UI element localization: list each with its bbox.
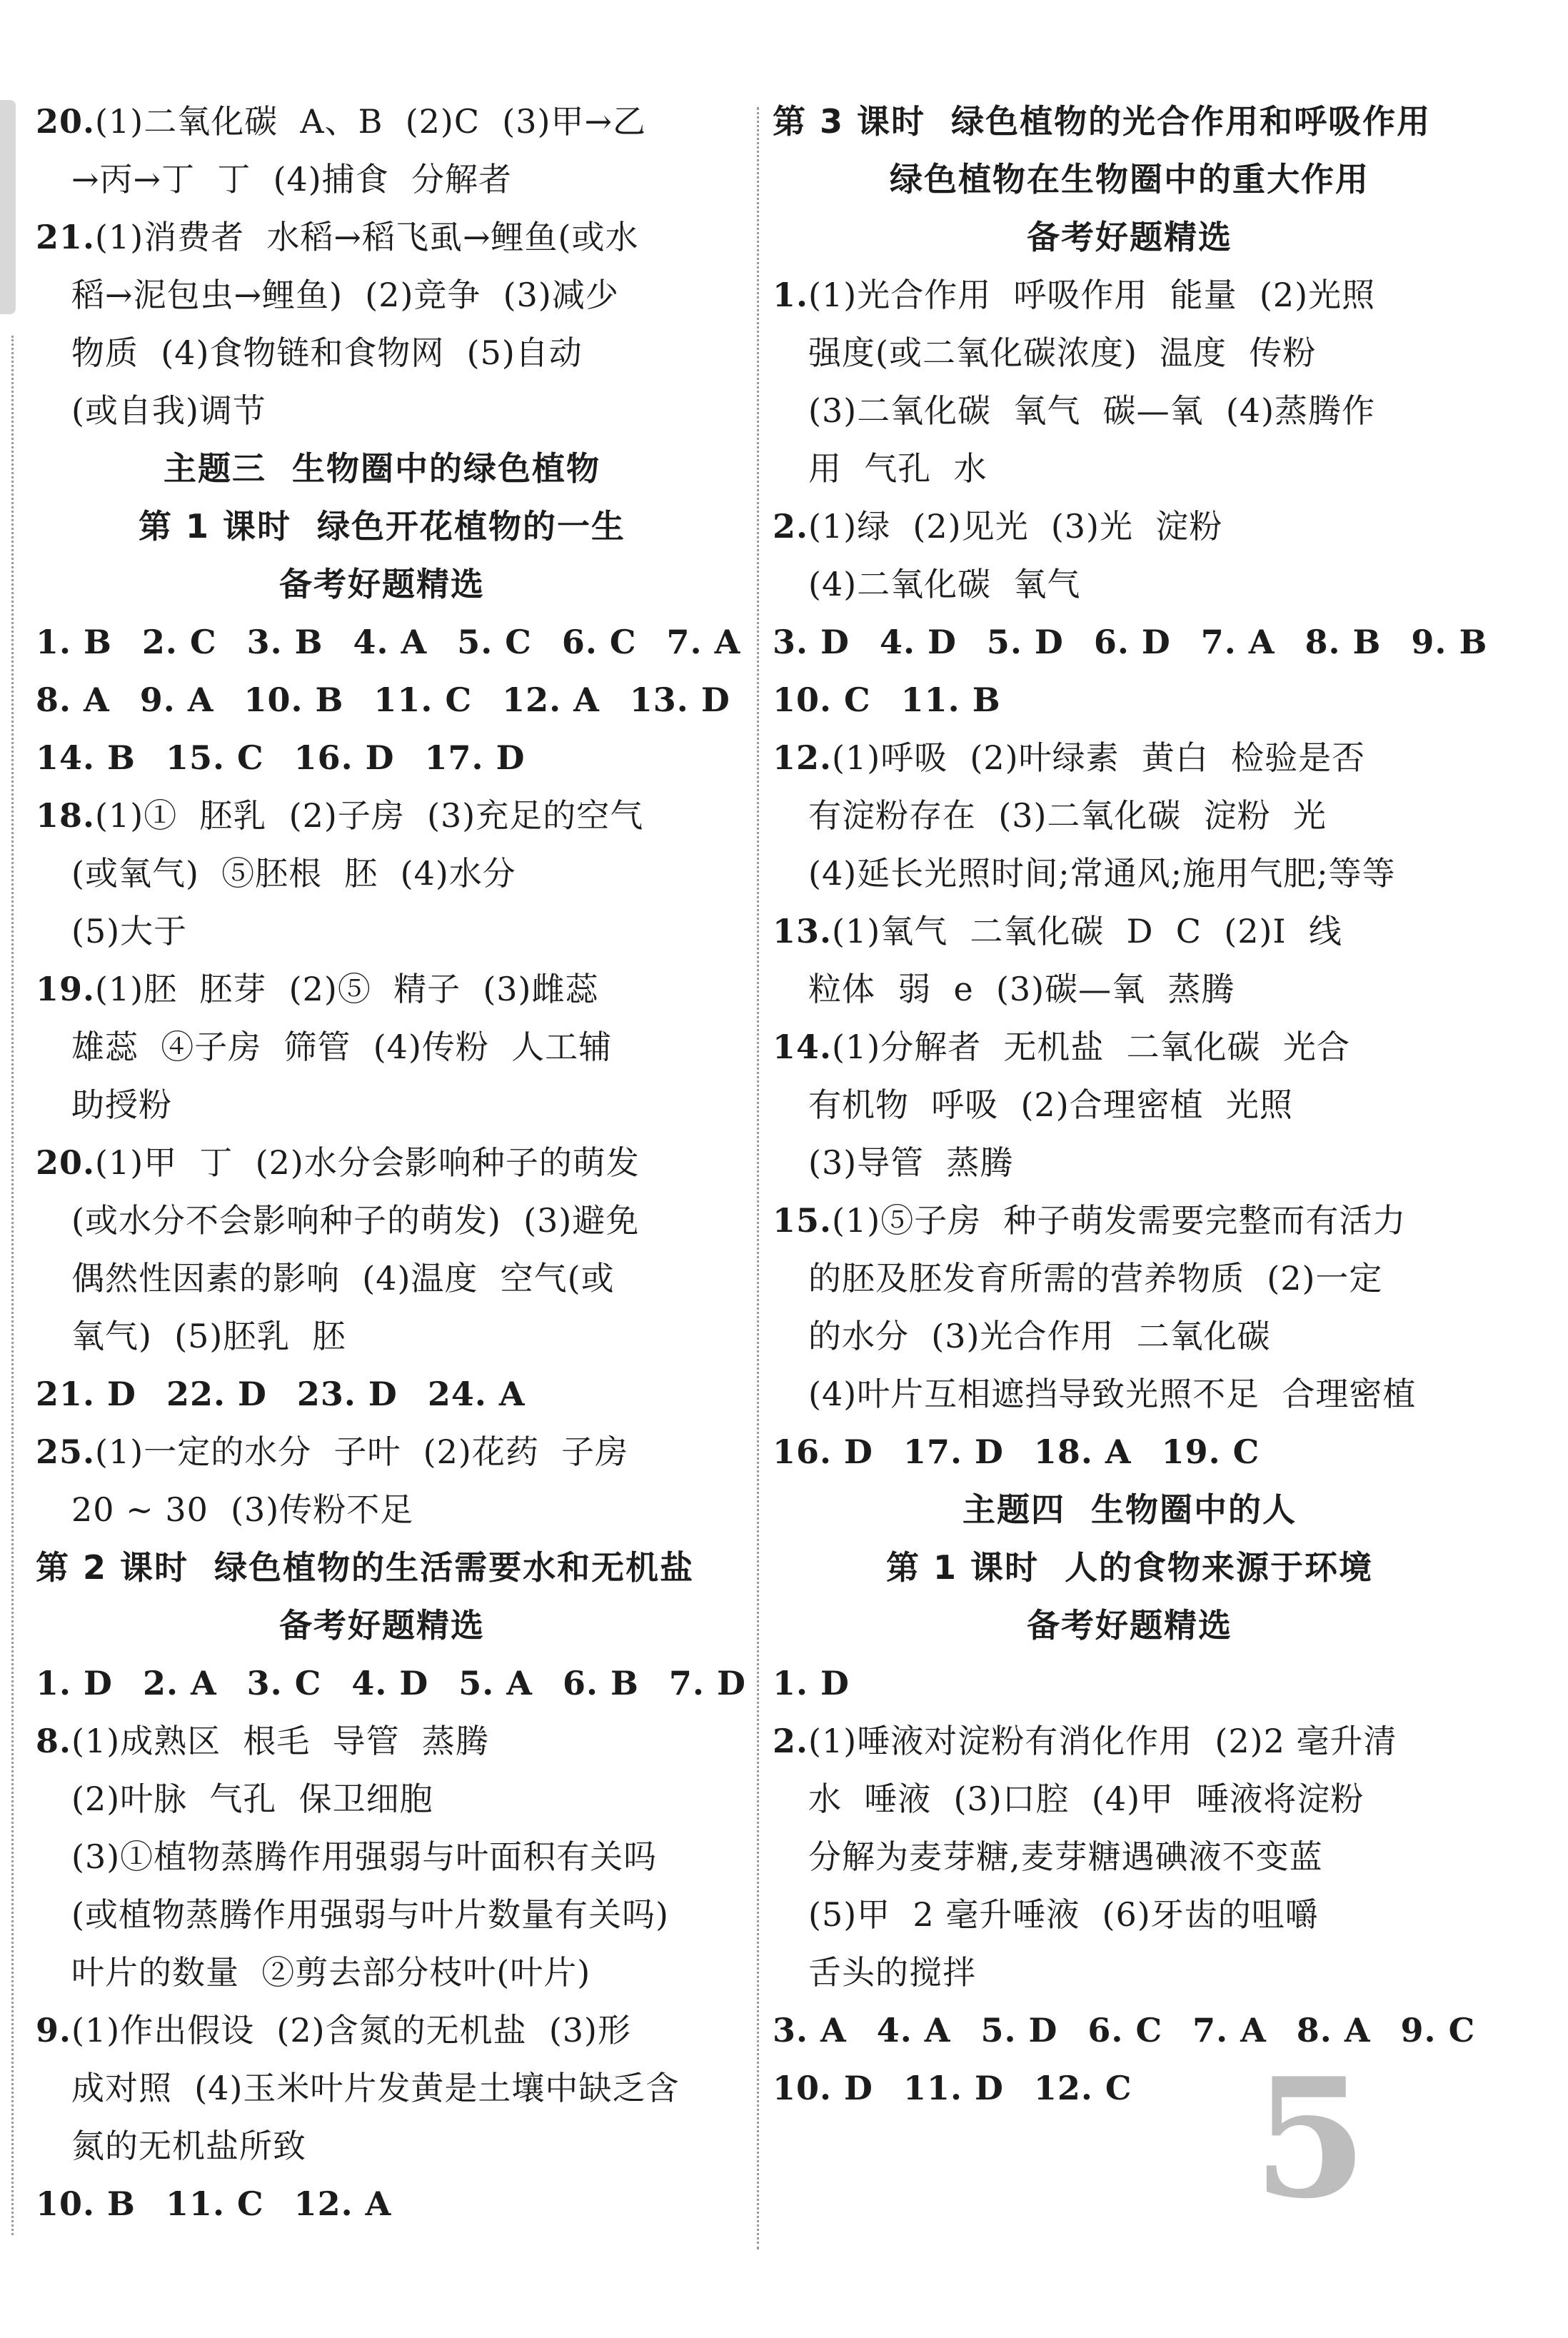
answer-item: 8. A [36, 681, 110, 719]
answer-row [36, 1655, 746, 1712]
section-heading: 主题三 生物圈中的绿色植物 [163, 449, 601, 488]
question-line [773, 1712, 1487, 1770]
answer-continuation: 有机物 呼吸 (2)合理密植 光照 [808, 1085, 1293, 1124]
answer-item: 7. A [1200, 623, 1275, 661]
question-number: 15. [773, 1201, 833, 1240]
answer-text: (1)甲 丁 (2)水分会影响种子的萌发 [95, 1143, 640, 1182]
answer-continuation: →丙→丁 丁 (4)捕食 分解者 [71, 160, 512, 199]
question-number: 20. [36, 102, 96, 141]
section-heading: 绿色植物在生物圈中的重大作用 [890, 160, 1370, 199]
answer-item: 5. D [980, 2011, 1058, 2049]
answer-continuation: 偶然性因素的影响 (4)温度 空气(或 [71, 1259, 615, 1298]
section-heading: 第 3 课时 绿色植物的光合作用和呼吸作用 [773, 102, 1432, 141]
question-line [36, 93, 728, 151]
answer-row [773, 2059, 1487, 2117]
answer-row [773, 671, 1487, 729]
section-heading: 备考好题精选 [279, 1606, 485, 1645]
question-line [36, 960, 728, 1018]
answer-continuation: (4)延长光照时间;常通风;施用气肥;等等 [808, 854, 1396, 893]
answer-continuation: 用 气孔 水 [808, 449, 987, 488]
answer-item: 12. A [502, 681, 600, 719]
answer-item: 13. D [629, 681, 730, 719]
question-number: 9. [36, 2011, 72, 2049]
answer-continuation: (3)导管 蒸腾 [808, 1143, 1014, 1182]
answer-item: 5. A [458, 1664, 533, 1702]
page-number: 5 [1253, 2042, 1368, 2235]
answer-item: 3. C [246, 1664, 322, 1702]
answer-row [36, 1365, 728, 1423]
answer-continuation: (或自我)调节 [71, 391, 266, 430]
question-number: 8. [36, 1722, 72, 1760]
question-line [773, 498, 1487, 556]
question-number: 1. [773, 276, 809, 314]
question-line [773, 729, 1487, 787]
question-number: 20. [36, 1143, 96, 1182]
answer-continuation: 助授粉 [71, 1085, 172, 1124]
section-heading: 第 1 课时 人的食物来源于环境 [885, 1548, 1374, 1587]
answer-continuation: 水 唾液 (3)口腔 (4)甲 唾液将淀粉 [808, 1780, 1365, 1818]
answer-continuation: 的胚及胚发育所需的营养物质 (2)一定 [808, 1259, 1383, 1298]
answer-item: 9. C [1400, 2011, 1476, 2049]
question-number: 19. [36, 970, 96, 1008]
answer-continuation: 氮的无机盐所致 [71, 2127, 306, 2165]
answer-item: 3. D [773, 623, 850, 661]
answer-item: 7. D [668, 1664, 746, 1702]
answer-text: (1)⑤子房 种子萌发需要完整而有活力 [832, 1201, 1407, 1240]
answer-item: 22. D [166, 1375, 267, 1413]
section-heading: 第 1 课时 绿色开花植物的一生 [138, 507, 626, 546]
answer-continuation: 成对照 (4)玉米叶片发黄是土壤中缺乏含 [71, 2069, 680, 2107]
answer-item: 24. A [427, 1375, 526, 1413]
question-line [36, 2002, 728, 2059]
question-line [773, 903, 1487, 960]
answer-item: 8. A [1296, 2011, 1371, 2049]
answer-item: 12. A [293, 2184, 392, 2223]
answer-text: (1)光合作用 呼吸作用 能量 (2)光照 [808, 276, 1376, 314]
answer-item: 11. C [373, 681, 473, 719]
answer-row [36, 2175, 728, 2233]
answer-continuation: (或水分不会影响种子的萌发) (3)避免 [71, 1201, 640, 1240]
answer-text: (1)绿 (2)见光 (3)光 淀粉 [808, 507, 1223, 546]
question-number: 2. [773, 507, 809, 546]
answer-item: 1. D [36, 1664, 113, 1702]
answer-item: 14. B [36, 738, 136, 777]
answer-row [36, 671, 728, 729]
answer-item: 17. D [903, 1433, 1004, 1471]
section-heading: 备考好题精选 [1027, 1606, 1232, 1645]
answer-continuation: (或氧气) ⑤胚根 胚 (4)水分 [71, 854, 516, 893]
answer-continuation: 稻→泥包虫→鲤鱼) (2)竞争 (3)减少 [71, 276, 619, 314]
answer-text: (1)一定的水分 子叶 (2)花药 子房 [95, 1433, 629, 1471]
question-line [36, 787, 728, 845]
answer-item: 10. C [773, 681, 871, 719]
left-margin-divider [11, 336, 14, 2235]
answer-item: 12. C [1033, 2069, 1132, 2107]
question-line [773, 1192, 1487, 1250]
answer-continuation: (4)叶片互相遮挡导致光照不足 合理密植 [808, 1375, 1417, 1413]
question-number: 25. [36, 1433, 96, 1471]
question-line [773, 266, 1487, 324]
answer-continuation: (或植物蒸腾作用强弱与叶片数量有关吗) [71, 1895, 669, 1934]
answer-item: 6. B [563, 1664, 639, 1702]
answer-text: (1)① 胚乳 (2)子房 (3)充足的空气 [95, 796, 644, 835]
answer-continuation: 有淀粉存在 (3)二氧化碳 淀粉 光 [808, 796, 1327, 835]
answer-row [36, 729, 728, 787]
answer-continuation: 分解为麦芽糖,麦芽糖遇碘液不变蓝 [808, 1837, 1323, 1876]
answer-item: 7. A [666, 623, 741, 661]
answer-text: (1)分解者 无机盐 二氧化碳 光合 [832, 1028, 1350, 1066]
answer-item: 1. D [773, 1664, 850, 1702]
answer-item: 11. D [903, 2069, 1004, 2107]
answer-continuation: (4)二氧化碳 氧气 [808, 565, 1081, 603]
answer-item: 3. A [773, 2011, 847, 2049]
answer-item: 3. B [246, 623, 323, 661]
answer-item: 23. D [296, 1375, 398, 1413]
answer-item: 8. B [1305, 623, 1382, 661]
question-line [36, 209, 728, 266]
answer-item: 10. D [773, 2069, 873, 2107]
answer-text: (1)唾液对淀粉有消化作用 (2)2 毫升清 [808, 1722, 1397, 1760]
answer-row [773, 2002, 1487, 2059]
answer-item: 6. D [1093, 623, 1171, 661]
section-heading: 第 2 课时 绿色植物的生活需要水和无机盐 [36, 1548, 695, 1587]
section-heading: 主题四 生物圈中的人 [962, 1490, 1297, 1529]
question-number: 13. [773, 912, 833, 950]
page-edge-tab [0, 100, 16, 314]
answer-continuation: (2)叶脉 气孔 保卫细胞 [71, 1780, 433, 1818]
answer-item: 4. D [879, 623, 957, 661]
question-number: 18. [36, 796, 96, 835]
answer-item: 21. D [36, 1375, 136, 1413]
answer-item: 2. C [141, 623, 217, 661]
answer-item: 5. D [986, 623, 1064, 661]
answer-text: (1)二氧化碳 A、B (2)C (3)甲→乙 [95, 102, 647, 141]
answer-item: 4. A [353, 623, 428, 661]
answer-item: 7. A [1192, 2011, 1267, 2049]
answer-item: 17. D [424, 738, 526, 777]
answer-continuation: (3)二氧化碳 氧气 碳—氧 (4)蒸腾作 [808, 391, 1376, 430]
question-number: 21. [36, 218, 96, 256]
answer-item: 2. A [142, 1664, 217, 1702]
answer-text: (1)作出假设 (2)含氮的无机盐 (3)形 [71, 2011, 631, 2049]
answer-continuation: (3)①植物蒸腾作用强弱与叶面积有关吗 [71, 1837, 658, 1876]
left-column [36, 93, 746, 2233]
answer-continuation: 强度(或二氧化碳浓度) 温度 传粉 [808, 333, 1317, 372]
question-line [36, 1134, 728, 1192]
answer-continuation: 叶片的数量 ②剪去部分枝叶(叶片) [71, 1953, 591, 1992]
answer-item: 6. C [561, 623, 637, 661]
answer-row [773, 1423, 1487, 1481]
answer-item: 4. A [876, 2011, 951, 2049]
section-heading: 备考好题精选 [279, 565, 485, 603]
answer-text: (1)消费者 水稻→稻飞虱→鲤鱼(或水 [95, 218, 639, 256]
answer-text: (1)呼吸 (2)叶绿素 黄白 检验是否 [832, 738, 1366, 777]
answer-continuation: 20 ~ 30 (3)传粉不足 [71, 1490, 414, 1529]
answer-item: 18. A [1033, 1433, 1132, 1471]
answer-item: 15. C [165, 738, 264, 777]
answer-item: 4. D [351, 1664, 429, 1702]
question-line [36, 1423, 728, 1481]
answer-row [773, 1655, 1487, 1712]
answer-item: 5. C [457, 623, 532, 661]
answer-item: 9. B [1411, 623, 1488, 661]
answer-row [36, 613, 741, 671]
column-divider [757, 107, 759, 2249]
section-heading: 备考好题精选 [1027, 218, 1232, 256]
answer-continuation: 氧气) (5)胚乳 胚 [71, 1317, 346, 1355]
question-number: 14. [773, 1028, 833, 1066]
answer-item: 11. C [165, 2184, 264, 2223]
answer-item: 9. A [139, 681, 214, 719]
answer-text: (1)胚 胚芽 (2)⑤ 精子 (3)雌蕊 [95, 970, 599, 1008]
answer-item: 19. C [1161, 1433, 1260, 1471]
answer-item: 6. C [1087, 2011, 1163, 2049]
question-number: 2. [773, 1722, 809, 1760]
answer-item: 16. D [293, 738, 395, 777]
answer-item: 11. B [900, 681, 1001, 719]
answer-item: 16. D [773, 1433, 873, 1471]
answer-continuation: 的水分 (3)光合作用 二氧化碳 [808, 1317, 1271, 1355]
answer-item: 10. B [243, 681, 344, 719]
answer-row [773, 613, 1487, 671]
answer-continuation: 雄蕊 ④子房 筛管 (4)传粉 人工辅 [71, 1028, 613, 1066]
answer-continuation: (5)大于 [71, 912, 188, 950]
answer-item: 10. B [36, 2184, 136, 2223]
question-line [36, 1712, 728, 1770]
answer-item: 1. B [36, 623, 112, 661]
answer-text: (1)成熟区 根毛 导管 蒸腾 [71, 1722, 489, 1760]
answer-text: (1)氧气 二氧化碳 D C (2)Ⅰ 线 [832, 912, 1342, 950]
answer-continuation: 粒体 弱 e (3)碳—氧 蒸腾 [808, 970, 1235, 1008]
question-number: 12. [773, 738, 833, 777]
question-line [773, 1018, 1487, 1076]
right-column [773, 93, 1487, 2117]
answer-continuation: (5)甲 2 毫升唾液 (6)牙齿的咀嚼 [808, 1895, 1319, 1934]
answer-continuation: 舌头的搅拌 [808, 1953, 976, 1992]
answer-continuation: 物质 (4)食物链和食物网 (5)自动 [71, 333, 583, 372]
